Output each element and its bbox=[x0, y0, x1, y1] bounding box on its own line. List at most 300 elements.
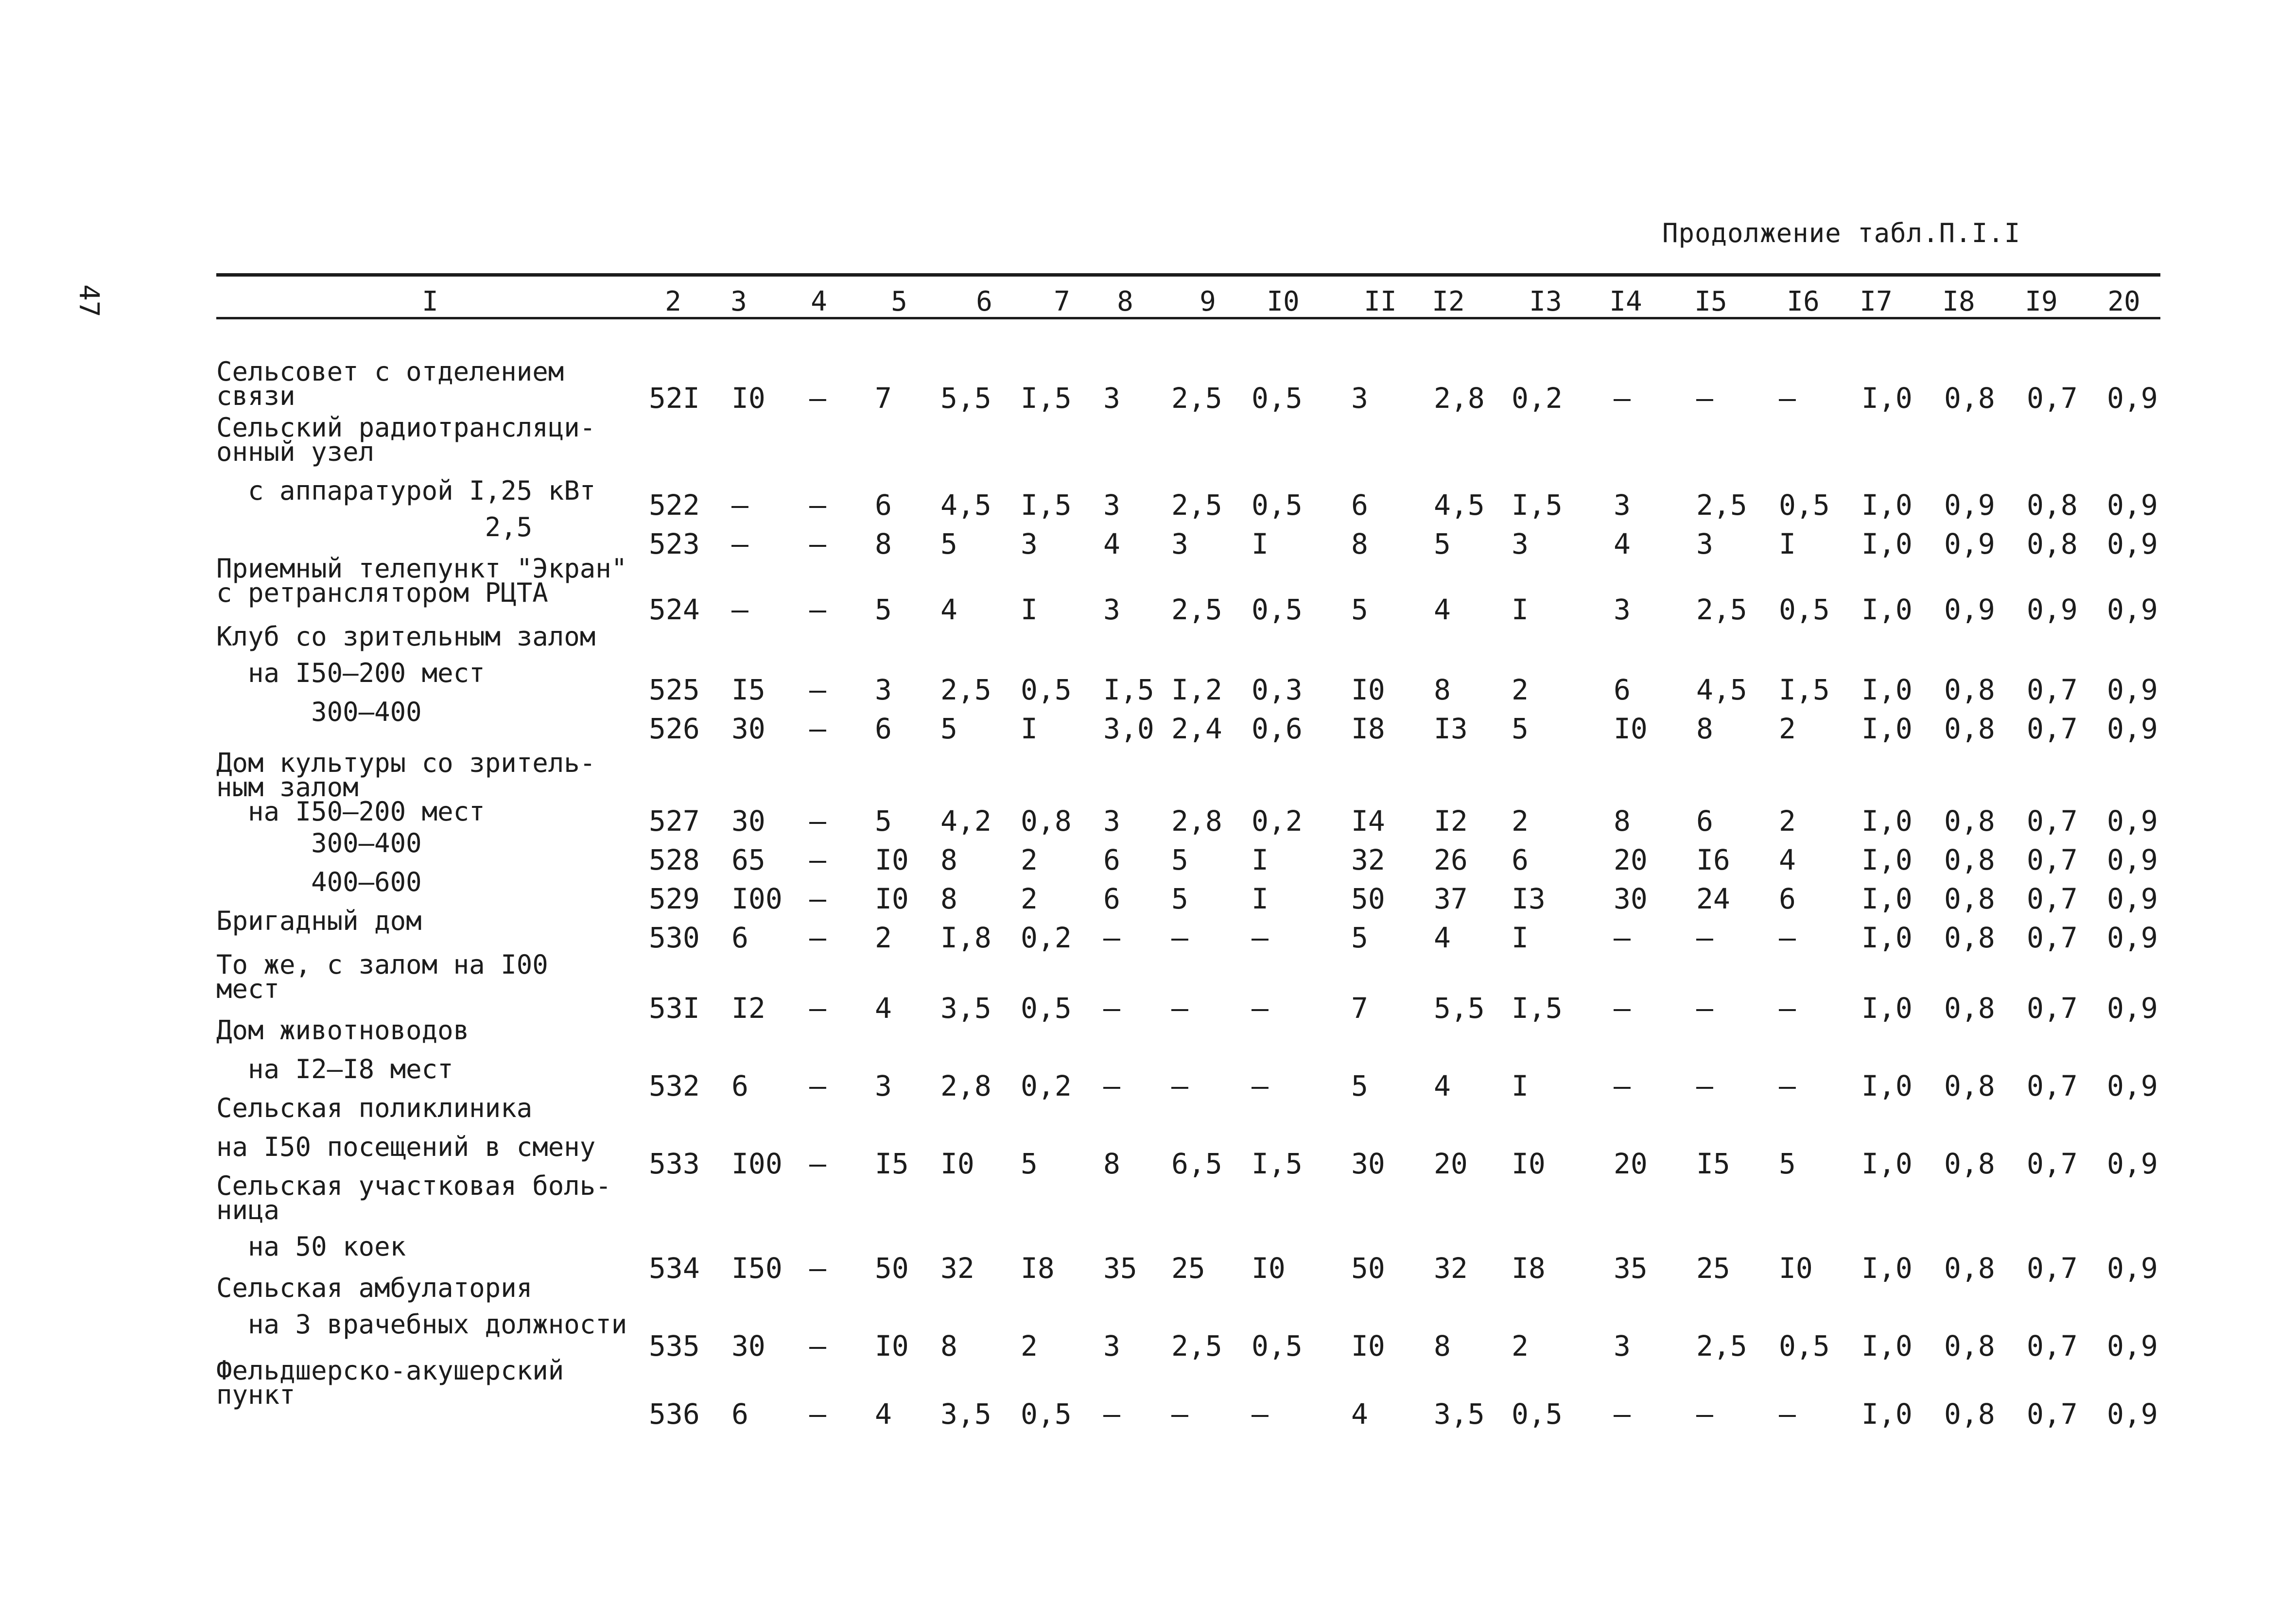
table-cell: 4 bbox=[1779, 843, 1796, 876]
table-cell: I,5 bbox=[1252, 1147, 1303, 1180]
row-name: Сельская поликлиника bbox=[216, 1093, 533, 1123]
table-cell: 8 bbox=[940, 1329, 957, 1362]
table-cell: 5 bbox=[1351, 921, 1368, 954]
table-cell: 0,7 bbox=[2027, 712, 2078, 745]
table-cell: 0,8 bbox=[1944, 1397, 1995, 1431]
table-cell: 30 bbox=[731, 712, 765, 745]
table-cell: 6 bbox=[1512, 843, 1529, 876]
table-cell: 6 bbox=[1351, 489, 1368, 522]
table-cell: 0,9 bbox=[1944, 527, 1995, 560]
table-cell: 5 bbox=[1171, 882, 1188, 915]
table-cell: I bbox=[1512, 1069, 1529, 1102]
table-cell: 5 bbox=[1351, 593, 1368, 626]
table-cell: 2,8 bbox=[1171, 804, 1222, 838]
table-cell: I8 bbox=[1512, 1252, 1546, 1285]
table-cell: 0,6 bbox=[1252, 712, 1303, 745]
table-cell: 2,5 bbox=[1696, 1329, 1747, 1362]
table-cell: 4,5 bbox=[940, 489, 991, 522]
table-cell: 0,2 bbox=[1021, 921, 1072, 954]
table-cell: 8 bbox=[1103, 1147, 1120, 1180]
column-header-5: 5 bbox=[891, 286, 907, 317]
column-header-20: 20 bbox=[2107, 286, 2140, 317]
table-cell: I0 bbox=[1351, 673, 1385, 706]
table-cell: 25 bbox=[1696, 1252, 1730, 1285]
column-header-8: 8 bbox=[1117, 286, 1133, 317]
table-cell: 50 bbox=[875, 1252, 909, 1285]
table-cell: I,0 bbox=[1861, 673, 1913, 706]
table-cell: 0,8 bbox=[1944, 1252, 1995, 1285]
table-cell: I,0 bbox=[1861, 804, 1913, 838]
table-cell: 0,9 bbox=[2027, 593, 2078, 626]
table-cell: 8 bbox=[940, 882, 957, 915]
table-cell: 5 bbox=[875, 593, 892, 626]
table-cell: 3,5 bbox=[940, 992, 991, 1025]
table-cell: 8 bbox=[1696, 712, 1713, 745]
table-cell: 0,5 bbox=[1512, 1397, 1563, 1431]
table-cell: 2,5 bbox=[1171, 489, 1222, 522]
table-cell: – bbox=[1171, 1397, 1188, 1431]
row-name: 300–400 bbox=[216, 828, 422, 858]
table-cell: – bbox=[809, 1147, 826, 1180]
table-cell: 6 bbox=[731, 921, 748, 954]
table-cell: – bbox=[1696, 992, 1713, 1025]
table-cell: 7 bbox=[875, 382, 892, 415]
table-cell: – bbox=[1252, 1397, 1269, 1431]
table-cell: 0,7 bbox=[2027, 673, 2078, 706]
table-cell: 3 bbox=[1512, 527, 1529, 560]
table-cell: 3,5 bbox=[1434, 1397, 1485, 1431]
table-cell: 0,8 bbox=[1944, 1147, 1995, 1180]
table-cell: 52I bbox=[649, 382, 700, 415]
table-cell: – bbox=[1696, 921, 1713, 954]
table-cell: 3 bbox=[875, 1069, 892, 1102]
table-cell: 4 bbox=[1434, 593, 1451, 626]
table-cell: 529 bbox=[649, 882, 700, 915]
table-cell: 8 bbox=[1351, 527, 1368, 560]
table-cell: 0,9 bbox=[2107, 1147, 2158, 1180]
table-cell: 6 bbox=[1103, 843, 1120, 876]
table-cell: 32 bbox=[1351, 843, 1385, 876]
column-header-2: 2 bbox=[665, 286, 681, 317]
column-header-3: 3 bbox=[730, 286, 747, 317]
table-cell: 6 bbox=[1696, 804, 1713, 838]
table-cell: – bbox=[1614, 992, 1631, 1025]
table-cell: 0,2 bbox=[1512, 382, 1563, 415]
table-cell: – bbox=[731, 593, 748, 626]
table-cell: – bbox=[1696, 382, 1713, 415]
table-cell: I bbox=[1252, 527, 1269, 560]
table-cell: 6 bbox=[731, 1069, 748, 1102]
row-name: с аппаратурой I,25 кВт bbox=[216, 475, 596, 506]
table-cell: 0,5 bbox=[1779, 489, 1830, 522]
table-cell: 0,2 bbox=[1252, 804, 1303, 838]
table-cell: I0 bbox=[940, 1147, 974, 1180]
row-name: Дом животноводов bbox=[216, 1015, 470, 1046]
row-name: Сельская амбулатория bbox=[216, 1273, 533, 1303]
table-cell: 522 bbox=[649, 489, 700, 522]
table-cell: 0,5 bbox=[1252, 489, 1303, 522]
table-cell: I50 bbox=[731, 1252, 783, 1285]
table-cell: I00 bbox=[731, 882, 783, 915]
table-cell: I0 bbox=[1252, 1252, 1286, 1285]
table-cell: – bbox=[809, 843, 826, 876]
table-cell: 5 bbox=[1779, 1147, 1796, 1180]
table-cell: 0,8 bbox=[2027, 489, 2078, 522]
column-header-13: I3 bbox=[1529, 286, 1562, 317]
table-cell: – bbox=[1252, 992, 1269, 1025]
table-cell: – bbox=[1614, 382, 1631, 415]
table-cell: 0,9 bbox=[2107, 804, 2158, 838]
table-cell: – bbox=[1696, 1069, 1713, 1102]
table-cell: 2 bbox=[1512, 673, 1529, 706]
column-header-10: I0 bbox=[1267, 286, 1300, 317]
table-cell: I,0 bbox=[1861, 882, 1913, 915]
table-cell: – bbox=[809, 882, 826, 915]
table-cell: – bbox=[809, 593, 826, 626]
table-cell: 0,9 bbox=[2107, 673, 2158, 706]
table-cell: 8 bbox=[1434, 673, 1451, 706]
table-cell: 2 bbox=[875, 921, 892, 954]
table-cell: – bbox=[1103, 921, 1120, 954]
column-header-7: 7 bbox=[1054, 286, 1070, 317]
table-cell: 0,9 bbox=[2107, 1069, 2158, 1102]
row-name: Клуб со зрительным залом bbox=[216, 621, 596, 652]
table-cell: 525 bbox=[649, 673, 700, 706]
row-name: То же, с залом на I00 мест bbox=[216, 949, 548, 1004]
table-cell: – bbox=[1252, 921, 1269, 954]
table-cell: 30 bbox=[731, 804, 765, 838]
table-cell: 0,3 bbox=[1252, 673, 1303, 706]
table-cell: 2,8 bbox=[1434, 382, 1485, 415]
table-cell: I,0 bbox=[1861, 843, 1913, 876]
column-header-16: I6 bbox=[1787, 286, 1820, 317]
table-cell: – bbox=[1779, 921, 1796, 954]
row-name: на I2–I8 мест bbox=[216, 1054, 453, 1084]
table-cell: I5 bbox=[1696, 1147, 1730, 1180]
table-cell: – bbox=[809, 527, 826, 560]
table-cell: 6 bbox=[875, 489, 892, 522]
table-cell: I,0 bbox=[1861, 921, 1913, 954]
table-cell: 3 bbox=[1614, 593, 1631, 626]
table-cell: 0,7 bbox=[2027, 1069, 2078, 1102]
table-cell: 0,9 bbox=[2107, 921, 2158, 954]
table-cell: 3 bbox=[1103, 382, 1120, 415]
table-cell: 0,9 bbox=[2107, 843, 2158, 876]
table-cell: 3,0 bbox=[1103, 712, 1154, 745]
table-cell: 0,8 bbox=[1944, 1069, 1995, 1102]
table-cell: 0,8 bbox=[1944, 882, 1995, 915]
table-cell: 0,7 bbox=[2027, 1329, 2078, 1362]
continuation-caption: Продолжение табл.П.I.I bbox=[1662, 218, 2021, 248]
page-number: 47 bbox=[73, 284, 104, 317]
table-cell: 0,9 bbox=[2107, 712, 2158, 745]
table-cell: 526 bbox=[649, 712, 700, 745]
row-name: 2,5 bbox=[216, 512, 533, 542]
table-cell: 4 bbox=[1103, 527, 1120, 560]
table-cell: 0,8 bbox=[1944, 382, 1995, 415]
row-name: на I50 посещений в смену bbox=[216, 1132, 596, 1162]
table-cell: 8 bbox=[940, 843, 957, 876]
table-cell: – bbox=[809, 673, 826, 706]
table-cell: 3 bbox=[1171, 527, 1188, 560]
table-cell: 6 bbox=[731, 1397, 748, 1431]
table-cell: 53I bbox=[649, 992, 700, 1025]
table-cell: 20 bbox=[1614, 843, 1648, 876]
table-cell: 523 bbox=[649, 527, 700, 560]
table-cell: 8 bbox=[1614, 804, 1631, 838]
table-cell: 0,8 bbox=[1944, 673, 1995, 706]
table-cell: 2 bbox=[1779, 804, 1796, 838]
table-cell: 6 bbox=[875, 712, 892, 745]
table-cell: – bbox=[809, 382, 826, 415]
table-cell: – bbox=[1614, 921, 1631, 954]
table-cell: – bbox=[1252, 1069, 1269, 1102]
table-cell: I8 bbox=[1351, 712, 1385, 745]
column-header-11: II bbox=[1364, 286, 1397, 317]
table-cell: – bbox=[809, 1329, 826, 1362]
table-cell: I0 bbox=[1351, 1329, 1385, 1362]
table-cell: – bbox=[809, 1069, 826, 1102]
table-cell: 2 bbox=[1021, 843, 1038, 876]
table-cell: 8 bbox=[875, 527, 892, 560]
column-header-18: I8 bbox=[1942, 286, 1975, 317]
table-cell: I,0 bbox=[1861, 992, 1913, 1025]
table-cell: 0,5 bbox=[1021, 673, 1072, 706]
table-cell: – bbox=[809, 921, 826, 954]
table-top-rule bbox=[216, 273, 2160, 277]
table-cell: 0,8 bbox=[1944, 992, 1995, 1025]
table-cell: I3 bbox=[1434, 712, 1468, 745]
row-name: Приемный телепункт "Экран" с ретранслятором РЦТА bbox=[216, 553, 627, 608]
table-cell: 0,7 bbox=[2027, 382, 2078, 415]
table-cell: I4 bbox=[1351, 804, 1385, 838]
table-cell: I0 bbox=[1779, 1252, 1813, 1285]
table-cell: – bbox=[1103, 1069, 1120, 1102]
table-cell: 0,9 bbox=[2107, 1252, 2158, 1285]
table-cell: I,5 bbox=[1103, 673, 1154, 706]
table-cell: 0,8 bbox=[2027, 527, 2078, 560]
table-cell: 0,8 bbox=[1944, 712, 1995, 745]
table-cell: I3 bbox=[1512, 882, 1546, 915]
table-cell: 0,8 bbox=[1944, 921, 1995, 954]
table-cell: – bbox=[731, 527, 748, 560]
table-cell: 0,9 bbox=[1944, 489, 1995, 522]
table-cell: – bbox=[1614, 1069, 1631, 1102]
table-cell: 0,9 bbox=[1944, 593, 1995, 626]
table-cell: 20 bbox=[1614, 1147, 1648, 1180]
table-cell: 5 bbox=[1171, 843, 1188, 876]
row-name: Сельсовет с отделением связи bbox=[216, 356, 564, 411]
table-cell: I,0 bbox=[1861, 712, 1913, 745]
table-cell: 0,7 bbox=[2027, 992, 2078, 1025]
table-cell: I2 bbox=[731, 992, 765, 1025]
table-cell: – bbox=[809, 712, 826, 745]
table-cell: – bbox=[1779, 1397, 1796, 1431]
table-cell: I,5 bbox=[1021, 382, 1072, 415]
table-cell: – bbox=[731, 489, 748, 522]
table-cell: I,0 bbox=[1861, 1252, 1913, 1285]
table-cell: 30 bbox=[1351, 1147, 1385, 1180]
table-cell: I,0 bbox=[1861, 1329, 1913, 1362]
table-cell: I,0 bbox=[1861, 1147, 1913, 1180]
table-cell: 533 bbox=[649, 1147, 700, 1180]
table-cell: 5 bbox=[1512, 712, 1529, 745]
table-cell: I5 bbox=[875, 1147, 909, 1180]
table-cell: 532 bbox=[649, 1069, 700, 1102]
table-cell: 530 bbox=[649, 921, 700, 954]
table-cell: 0,8 bbox=[1944, 804, 1995, 838]
table-cell: 3 bbox=[1103, 804, 1120, 838]
table-cell: 2,8 bbox=[940, 1069, 991, 1102]
table-cell: I0 bbox=[875, 1329, 909, 1362]
table-cell: 35 bbox=[1103, 1252, 1137, 1285]
table-cell: 0,5 bbox=[1252, 1329, 1303, 1362]
table-cell: – bbox=[1171, 921, 1188, 954]
table-cell: 0,8 bbox=[1944, 843, 1995, 876]
row-name: Сельская участковая боль- ница bbox=[216, 1170, 611, 1225]
table-cell: I bbox=[1512, 593, 1529, 626]
table-cell: 4 bbox=[1614, 527, 1631, 560]
table-cell: 3 bbox=[1614, 489, 1631, 522]
table-cell: I bbox=[1021, 712, 1038, 745]
table-cell: I bbox=[1252, 882, 1269, 915]
table-cell: I,0 bbox=[1861, 527, 1913, 560]
table-cell: 5 bbox=[1351, 1069, 1368, 1102]
table-cell: 0,9 bbox=[2107, 882, 2158, 915]
table-cell: – bbox=[1614, 1397, 1631, 1431]
table-cell: 5 bbox=[940, 527, 957, 560]
table-cell: – bbox=[1103, 992, 1120, 1025]
table-cell: I00 bbox=[731, 1147, 783, 1180]
row-name: 400–600 bbox=[216, 867, 422, 897]
column-header-15: I5 bbox=[1694, 286, 1727, 317]
table-cell: I,0 bbox=[1861, 1397, 1913, 1431]
table-cell: I0 bbox=[875, 843, 909, 876]
table-cell: I,0 bbox=[1861, 489, 1913, 522]
table-cell: I,0 bbox=[1861, 1069, 1913, 1102]
table-cell: 0,5 bbox=[1021, 1397, 1072, 1431]
row-name: 300–400 bbox=[216, 697, 422, 727]
table-cell: 4 bbox=[940, 593, 957, 626]
row-name: на I50–200 мест bbox=[216, 658, 485, 688]
table-cell: 0,9 bbox=[2107, 382, 2158, 415]
table-cell: 8 bbox=[1434, 1329, 1451, 1362]
table-cell: 0,7 bbox=[2027, 882, 2078, 915]
table-cell: 65 bbox=[731, 843, 765, 876]
row-name: на 50 коек bbox=[216, 1231, 406, 1262]
table-cell: 0,2 bbox=[1021, 1069, 1072, 1102]
table-cell: 5 bbox=[875, 804, 892, 838]
table-cell: 2,5 bbox=[1171, 593, 1222, 626]
table-cell: 5,5 bbox=[1434, 992, 1485, 1025]
table-cell: 0,7 bbox=[2027, 804, 2078, 838]
table-cell: 0,5 bbox=[1252, 382, 1303, 415]
table-cell: I,8 bbox=[940, 921, 991, 954]
table-cell: 37 bbox=[1434, 882, 1468, 915]
table-cell: 2 bbox=[1512, 804, 1529, 838]
table-cell: 26 bbox=[1434, 843, 1468, 876]
table-cell: – bbox=[1779, 382, 1796, 415]
table-cell: 4 bbox=[875, 1397, 892, 1431]
table-cell: 5 bbox=[1021, 1147, 1038, 1180]
table-cell: 2,5 bbox=[1696, 489, 1747, 522]
table-cell: 528 bbox=[649, 843, 700, 876]
table-cell: 3 bbox=[1696, 527, 1713, 560]
table-cell: 0,9 bbox=[2107, 489, 2158, 522]
table-cell: 7 bbox=[1351, 992, 1368, 1025]
table-cell: 4,2 bbox=[940, 804, 991, 838]
table-cell: 32 bbox=[940, 1252, 974, 1285]
table-cell: I0 bbox=[731, 382, 765, 415]
column-header-12: I2 bbox=[1432, 286, 1465, 317]
table-cell: I,5 bbox=[1512, 992, 1563, 1025]
table-cell: 50 bbox=[1351, 882, 1385, 915]
column-header-1: I bbox=[422, 286, 438, 317]
table-cell: 30 bbox=[1614, 882, 1648, 915]
table-cell: I,0 bbox=[1861, 593, 1913, 626]
table-cell: 0,9 bbox=[2107, 593, 2158, 626]
table-cell: 4 bbox=[1351, 1397, 1368, 1431]
table-cell: 30 bbox=[731, 1329, 765, 1362]
table-cell: 3 bbox=[875, 673, 892, 706]
table-cell: – bbox=[809, 804, 826, 838]
table-cell: I bbox=[1779, 527, 1796, 560]
table-cell: 0,5 bbox=[1252, 593, 1303, 626]
table-cell: 0,5 bbox=[1021, 992, 1072, 1025]
table-cell: I bbox=[1512, 921, 1529, 954]
column-header-14: I4 bbox=[1609, 286, 1642, 317]
table-cell: I6 bbox=[1696, 843, 1730, 876]
table-cell: 25 bbox=[1171, 1252, 1205, 1285]
table-cell: 4 bbox=[875, 992, 892, 1025]
table-cell: 2,5 bbox=[940, 673, 991, 706]
table-cell: 0,7 bbox=[2027, 1397, 2078, 1431]
table-cell: 0,7 bbox=[2027, 1147, 2078, 1180]
table-cell: I,5 bbox=[1021, 489, 1072, 522]
table-cell: I0 bbox=[1614, 712, 1648, 745]
table-cell: 6 bbox=[1614, 673, 1631, 706]
table-cell: 50 bbox=[1351, 1252, 1385, 1285]
table-cell: – bbox=[809, 1397, 826, 1431]
table-cell: 2,4 bbox=[1171, 712, 1222, 745]
table-cell: 536 bbox=[649, 1397, 700, 1431]
table-cell: 5 bbox=[1434, 527, 1451, 560]
table-cell: 4,5 bbox=[1696, 673, 1747, 706]
row-name: Бригадный дом bbox=[216, 906, 422, 936]
row-name: Сельский радиотрансляци- онный узел bbox=[216, 412, 596, 467]
table-cell: – bbox=[1779, 1069, 1796, 1102]
column-header-4: 4 bbox=[811, 286, 827, 317]
table-cell: 2,5 bbox=[1696, 593, 1747, 626]
table-cell: 4 bbox=[1434, 1069, 1451, 1102]
table-cell: 535 bbox=[649, 1329, 700, 1362]
table-cell: 5 bbox=[940, 712, 957, 745]
table-cell: 2 bbox=[1779, 712, 1796, 745]
table-cell: 24 bbox=[1696, 882, 1730, 915]
table-cell: 524 bbox=[649, 593, 700, 626]
table-cell: I bbox=[1252, 843, 1269, 876]
column-header-6: 6 bbox=[976, 286, 992, 317]
table-cell: 32 bbox=[1434, 1252, 1468, 1285]
table-cell: I0 bbox=[875, 882, 909, 915]
table-cell: – bbox=[1779, 992, 1796, 1025]
table-cell: 527 bbox=[649, 804, 700, 838]
table-cell: 0,5 bbox=[1779, 1329, 1830, 1362]
table-cell: – bbox=[1103, 1397, 1120, 1431]
table-cell: – bbox=[1696, 1397, 1713, 1431]
table-cell: 3 bbox=[1103, 1329, 1120, 1362]
table-cell: 0,9 bbox=[2107, 527, 2158, 560]
